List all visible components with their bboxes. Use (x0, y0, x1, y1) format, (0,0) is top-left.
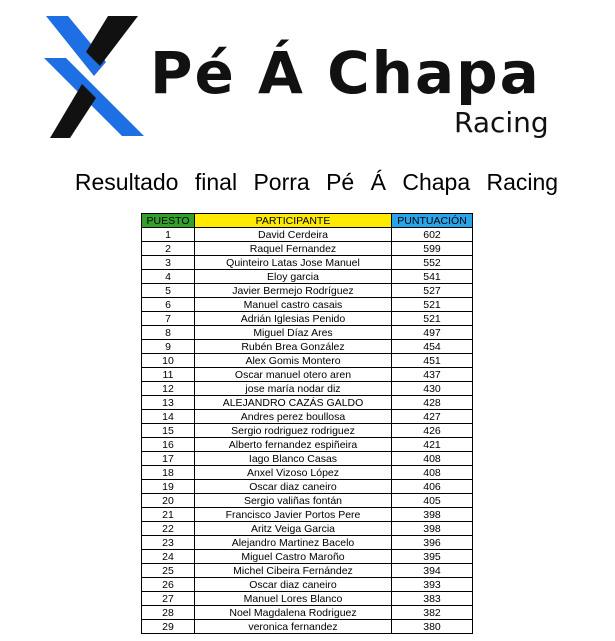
table-row (142, 508, 473, 522)
participant-cell: jose maría nodar diz (195, 382, 392, 396)
score-cell: 395 (392, 550, 473, 564)
score-cell: 599 (392, 242, 473, 256)
table-row (142, 494, 473, 508)
table-row (142, 326, 473, 340)
participant-cell: Miguel Castro Maroño (195, 550, 392, 564)
table-row (142, 256, 473, 270)
score-cell: 521 (392, 312, 473, 326)
participant-cell: David Cerdeira (195, 228, 392, 242)
participant-cell: Adrián Iglesias Penido (195, 312, 392, 326)
participant-cell: Noel Magdalena Rodriguez (195, 606, 392, 620)
table-row (142, 228, 473, 242)
logo-x-mark-icon (42, 14, 152, 139)
participant-cell: Oscar diaz caneiro (195, 578, 392, 592)
table-header-row (142, 214, 473, 228)
participant-cell: Oscar diaz caneiro (195, 480, 392, 494)
score-cell: 427 (392, 410, 473, 424)
rank-cell: 25 (142, 564, 195, 578)
table-row (142, 466, 473, 480)
rank-cell: 28 (142, 606, 195, 620)
table-row (142, 424, 473, 438)
score-cell: 454 (392, 340, 473, 354)
results-table (141, 213, 473, 634)
participant-cell: Michel Cibeira Fernández (195, 564, 392, 578)
score-cell: 602 (392, 228, 473, 242)
table-row (142, 438, 473, 452)
participant-cell: ALEJANDRO CAZÁS GALDO (195, 396, 392, 410)
participant-cell: Aritz Veiga Garcia (195, 522, 392, 536)
participant-cell: Francisco Javier Portos Pere (195, 508, 392, 522)
rank-cell: 16 (142, 438, 195, 452)
table-row (142, 396, 473, 410)
participant-cell: Rubén Brea González (195, 340, 392, 354)
score-cell: 437 (392, 368, 473, 382)
rank-cell: 9 (142, 340, 195, 354)
table-row (142, 270, 473, 284)
score-cell: 396 (392, 536, 473, 550)
table-row (142, 592, 473, 606)
participant-cell: Alex Gomis Montero (195, 354, 392, 368)
score-cell: 552 (392, 256, 473, 270)
rank-cell: 22 (142, 522, 195, 536)
rank-cell: 29 (142, 620, 195, 634)
table-row (142, 578, 473, 592)
rank-cell: 1 (142, 228, 195, 242)
participant-cell: Manuel castro casais (195, 298, 392, 312)
brand-name: Pé Á Chapa (150, 39, 541, 107)
rank-cell: 7 (142, 312, 195, 326)
table-row (142, 550, 473, 564)
rank-cell: 11 (142, 368, 195, 382)
score-cell: 383 (392, 592, 473, 606)
score-cell: 382 (392, 606, 473, 620)
participant-cell: Sergio valiñas fontán (195, 494, 392, 508)
score-cell: 541 (392, 270, 473, 284)
table-row (142, 354, 473, 368)
participant-cell: Alejandro Martinez Bacelo (195, 536, 392, 550)
score-cell: 380 (392, 620, 473, 634)
brand-logo (42, 14, 602, 139)
participant-cell: Quinteiro Latas Jose Manuel (195, 256, 392, 270)
participant-cell: Raquel Fernandez (195, 242, 392, 256)
rank-cell: 8 (142, 326, 195, 340)
page-title: Resultado final Porra Pé Á Chapa Racing (74, 169, 559, 195)
participant-cell: Eloy garcia (195, 270, 392, 284)
score-cell: 497 (392, 326, 473, 340)
rank-cell: 3 (142, 256, 195, 270)
rank-cell: 24 (142, 550, 195, 564)
table-row (142, 452, 473, 466)
score-cell: 430 (392, 382, 473, 396)
participant-cell: Anxel Vizoso López (195, 466, 392, 480)
rank-cell: 15 (142, 424, 195, 438)
score-cell: 406 (392, 480, 473, 494)
rank-cell: 13 (142, 396, 195, 410)
participant-cell: Sergio rodriguez rodriguez (195, 424, 392, 438)
participant-cell: Javier Bermejo Rodríguez (195, 284, 392, 298)
score-cell: 394 (392, 564, 473, 578)
rank-cell: 6 (142, 298, 195, 312)
table-row (142, 298, 473, 312)
rank-cell: 10 (142, 354, 195, 368)
score-cell: 421 (392, 438, 473, 452)
table-row (142, 620, 473, 634)
score-cell: 527 (392, 284, 473, 298)
rank-cell: 18 (142, 466, 195, 480)
rank-cell: 27 (142, 592, 195, 606)
score-cell: 451 (392, 354, 473, 368)
rank-cell: 26 (142, 578, 195, 592)
header-puntuacion: PUNTUACIÓN (392, 214, 473, 228)
participant-cell: Oscar manuel otero aren (195, 368, 392, 382)
table-row (142, 368, 473, 382)
rank-cell: 12 (142, 382, 195, 396)
participant-cell: Andres perez boullosa (195, 410, 392, 424)
score-cell: 398 (392, 522, 473, 536)
table-row (142, 410, 473, 424)
score-cell: 393 (392, 578, 473, 592)
table-row (142, 480, 473, 494)
score-cell: 408 (392, 466, 473, 480)
rank-cell: 23 (142, 536, 195, 550)
participant-cell: Miguel Díaz Ares (195, 326, 392, 340)
participant-cell: veronica fernandez (195, 620, 392, 634)
table-row (142, 382, 473, 396)
table-row (142, 284, 473, 298)
score-cell: 408 (392, 452, 473, 466)
table-row (142, 522, 473, 536)
score-cell: 521 (392, 298, 473, 312)
rank-cell: 14 (142, 410, 195, 424)
header-puesto: PUESTO (142, 214, 195, 228)
rank-cell: 2 (142, 242, 195, 256)
score-cell: 428 (392, 396, 473, 410)
participant-cell: Alberto fernandez espiñeira (195, 438, 392, 452)
brand-subtitle: Racing (454, 106, 549, 139)
rank-cell: 20 (142, 494, 195, 508)
participant-cell: Iago Blanco Casas (195, 452, 392, 466)
table-row (142, 340, 473, 354)
table-row (142, 312, 473, 326)
table-row (142, 564, 473, 578)
rank-cell: 17 (142, 452, 195, 466)
rank-cell: 21 (142, 508, 195, 522)
table-row (142, 536, 473, 550)
table-row (142, 606, 473, 620)
participant-cell: Manuel Lores Blanco (195, 592, 392, 606)
score-cell: 405 (392, 494, 473, 508)
score-cell: 398 (392, 508, 473, 522)
score-cell: 426 (392, 424, 473, 438)
table-row (142, 242, 473, 256)
rank-cell: 4 (142, 270, 195, 284)
header-participante: PARTICIPANTE (195, 214, 392, 228)
results-table-body (142, 228, 473, 634)
rank-cell: 5 (142, 284, 195, 298)
rank-cell: 19 (142, 480, 195, 494)
